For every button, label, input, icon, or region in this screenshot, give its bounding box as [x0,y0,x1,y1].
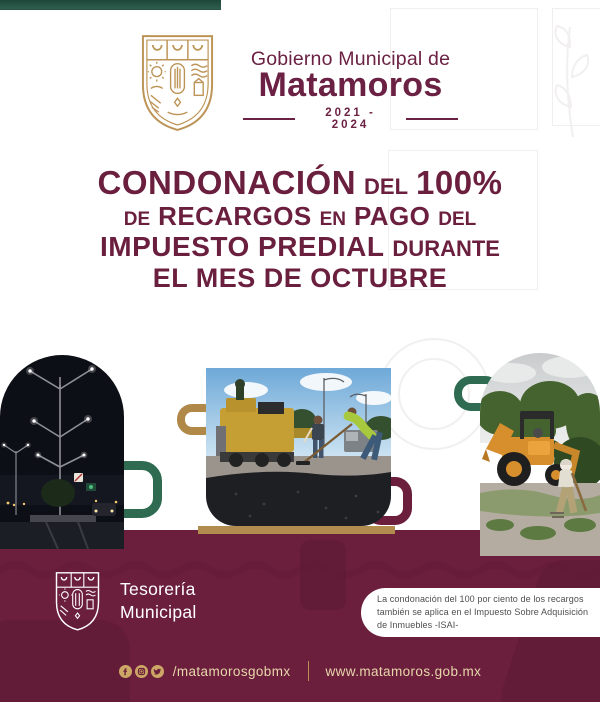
headline-word: EN [319,209,346,230]
headline-word: DEL [438,209,477,230]
isai-note-box [361,588,600,637]
treasury-coat-of-arms [50,571,105,631]
headline-word: DEL [364,174,409,199]
gold-underline-bar [198,526,395,534]
social-handle: /matamorosgobmx [172,663,291,679]
headline-word: PAGO [354,201,431,231]
facebook-icon [119,665,132,678]
headline-word: RECARGOS [158,201,312,231]
headline-word: CONDONACIÓN [97,164,357,201]
website-url: www.matamoros.gob.mx [325,663,482,679]
twitter-icon [151,665,164,678]
headline-word: DURANTE [392,236,500,261]
city-name: Matamoros [258,66,443,104]
headline-word: IMPUESTO PREDIAL [100,231,385,262]
years-right-rule [406,118,458,120]
treasury-label [120,578,197,624]
gov-entity-line: Gobierno Municipal de [250,48,451,70]
headline-word: 100% [416,164,503,201]
paving-scene [206,368,391,526]
footer-contact-row [0,661,600,681]
headline-line-3 [0,233,600,261]
headline-word: DE [123,209,151,230]
treasury-line-2: Municipal [120,602,197,622]
note-line: de Inmuebles -ISAI- [377,619,459,630]
treasury-block [50,571,197,631]
years-text: 2021 - 2024 [325,106,376,131]
top-accent-bar [0,0,221,10]
headline-word: EL MES DE OCTUBRE [152,263,448,293]
years-left-rule [243,118,295,120]
matamoros-coat-of-arms [138,33,217,132]
pattern-blob [300,540,346,610]
treasury-line-1: Tesorería [120,579,196,600]
social-icons [119,665,164,678]
night-street-scene [0,355,124,549]
headline-line-1 [0,166,600,199]
backhoe-cleanup-photo [480,353,600,556]
asphalt-paving-crew-photo [206,368,391,526]
instagram-icon [135,665,148,678]
administration-years [243,107,458,131]
headline-line-2 [0,203,600,229]
announcement-headline [0,166,600,296]
headline-line-4 [0,265,600,292]
header [0,28,600,138]
note-line: también se aplica en el Impuesto Sobre Adquisición [377,607,589,618]
footer-divider [308,661,309,681]
note-line: La condonación del 100 por ciento de los recargos [377,594,584,605]
night-street-lighting-photo [0,355,124,549]
backhoe-scene [480,353,600,556]
